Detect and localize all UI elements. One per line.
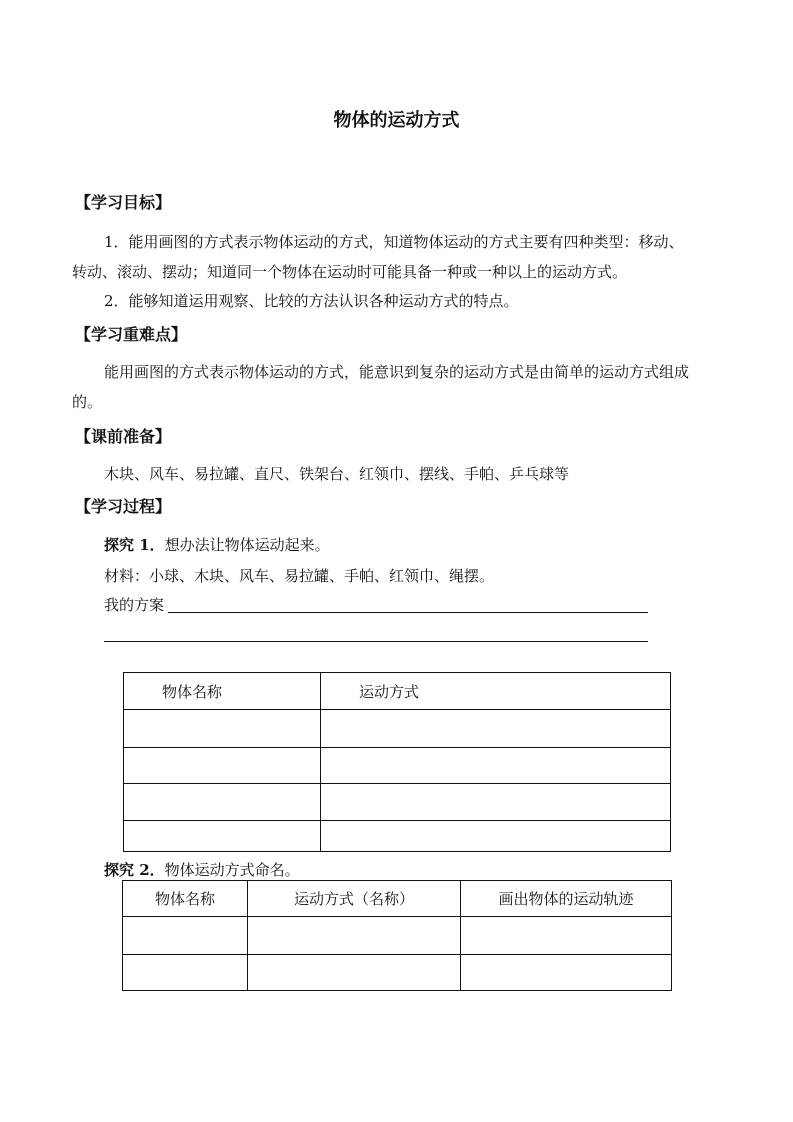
table-header-row xyxy=(124,673,671,710)
table-cell[interactable] xyxy=(124,784,321,821)
table-cell[interactable] xyxy=(461,955,672,991)
keypoints-line1: 能用画图的方式表示物体运动的方式，能意识到复杂的运动方式是由简单的运动方式组成 xyxy=(104,363,690,381)
table-cell[interactable] xyxy=(321,784,671,821)
table-cell[interactable] xyxy=(248,955,461,991)
explore1-line xyxy=(104,530,330,560)
table-row xyxy=(124,821,671,852)
table-row xyxy=(124,748,671,784)
goals-item1-line1: 1．能用画图的方式表示物体运动的方式，知道物体运动的方式主要有四种类型：移动、 xyxy=(104,233,684,251)
table-cell[interactable] xyxy=(321,710,671,748)
header-draw-trajectory: 画出物体的运动轨迹 xyxy=(498,890,634,908)
motion-table-1 xyxy=(123,672,671,852)
table-row xyxy=(123,955,672,991)
process-heading: 【学习过程】 xyxy=(75,497,172,516)
goals-item2: 2．能够知道运用观察、比较的方法认识各种运动方式的特点。 xyxy=(104,292,519,310)
plan-answer-line-1[interactable] xyxy=(168,612,648,613)
table-header-cell xyxy=(124,673,321,710)
table-cell[interactable] xyxy=(248,917,461,955)
table-cell[interactable] xyxy=(461,917,672,955)
table-cell[interactable] xyxy=(124,710,321,748)
preparation-text: 木块、风车、易拉罐、直尺、铁架台、红领巾、摆线、手帕、乒乓球等 xyxy=(104,465,570,483)
table-cell[interactable] xyxy=(124,821,321,852)
keypoints-heading: 【学习重难点】 xyxy=(75,325,188,344)
table-row xyxy=(123,917,672,955)
table-header-cell xyxy=(461,881,672,917)
goals-heading: 【学习目标】 xyxy=(75,193,172,212)
page-title: 物体的运动方式 xyxy=(333,110,460,131)
explore1-label: 探究 1． xyxy=(104,536,165,554)
table-header-row xyxy=(123,881,672,917)
header-motion-type: 运动方式 xyxy=(359,682,420,701)
header-object-name: 物体名称 xyxy=(154,890,215,908)
table-header-cell xyxy=(248,881,461,917)
table-cell[interactable] xyxy=(321,821,671,852)
goals-item1-line2: 转动、滚动、摆动；知道同一个物体在运动时可能具备一种或一种以上的运动方式。 xyxy=(72,263,628,281)
table-header-cell xyxy=(123,881,248,917)
table-row xyxy=(124,784,671,821)
keypoints-line2: 的。 xyxy=(72,393,103,411)
table-cell[interactable] xyxy=(123,955,248,991)
motion-table-2 xyxy=(122,880,672,991)
table-cell[interactable] xyxy=(321,748,671,784)
header-motion-name: 运动方式（名称） xyxy=(293,890,414,908)
preparation-heading: 【课前准备】 xyxy=(75,427,172,446)
table-row xyxy=(124,710,671,748)
plan-answer-line-2[interactable] xyxy=(104,641,648,642)
materials-text: 材料：小球、木块、风车、易拉罐、手帕、红领巾、绳摆。 xyxy=(104,567,495,585)
explore1-text: 想办法让物体运动起来。 xyxy=(164,536,330,554)
table-cell[interactable] xyxy=(124,748,321,784)
table-header-cell xyxy=(321,673,671,710)
table-cell[interactable] xyxy=(123,917,248,955)
explore2-text: 物体运动方式命名。 xyxy=(164,861,300,879)
plan-label: 我的方案 xyxy=(104,596,165,614)
header-object-name: 物体名称 xyxy=(162,682,223,701)
explore2-label: 探究 2． xyxy=(104,861,165,879)
explore2-line xyxy=(104,858,300,882)
